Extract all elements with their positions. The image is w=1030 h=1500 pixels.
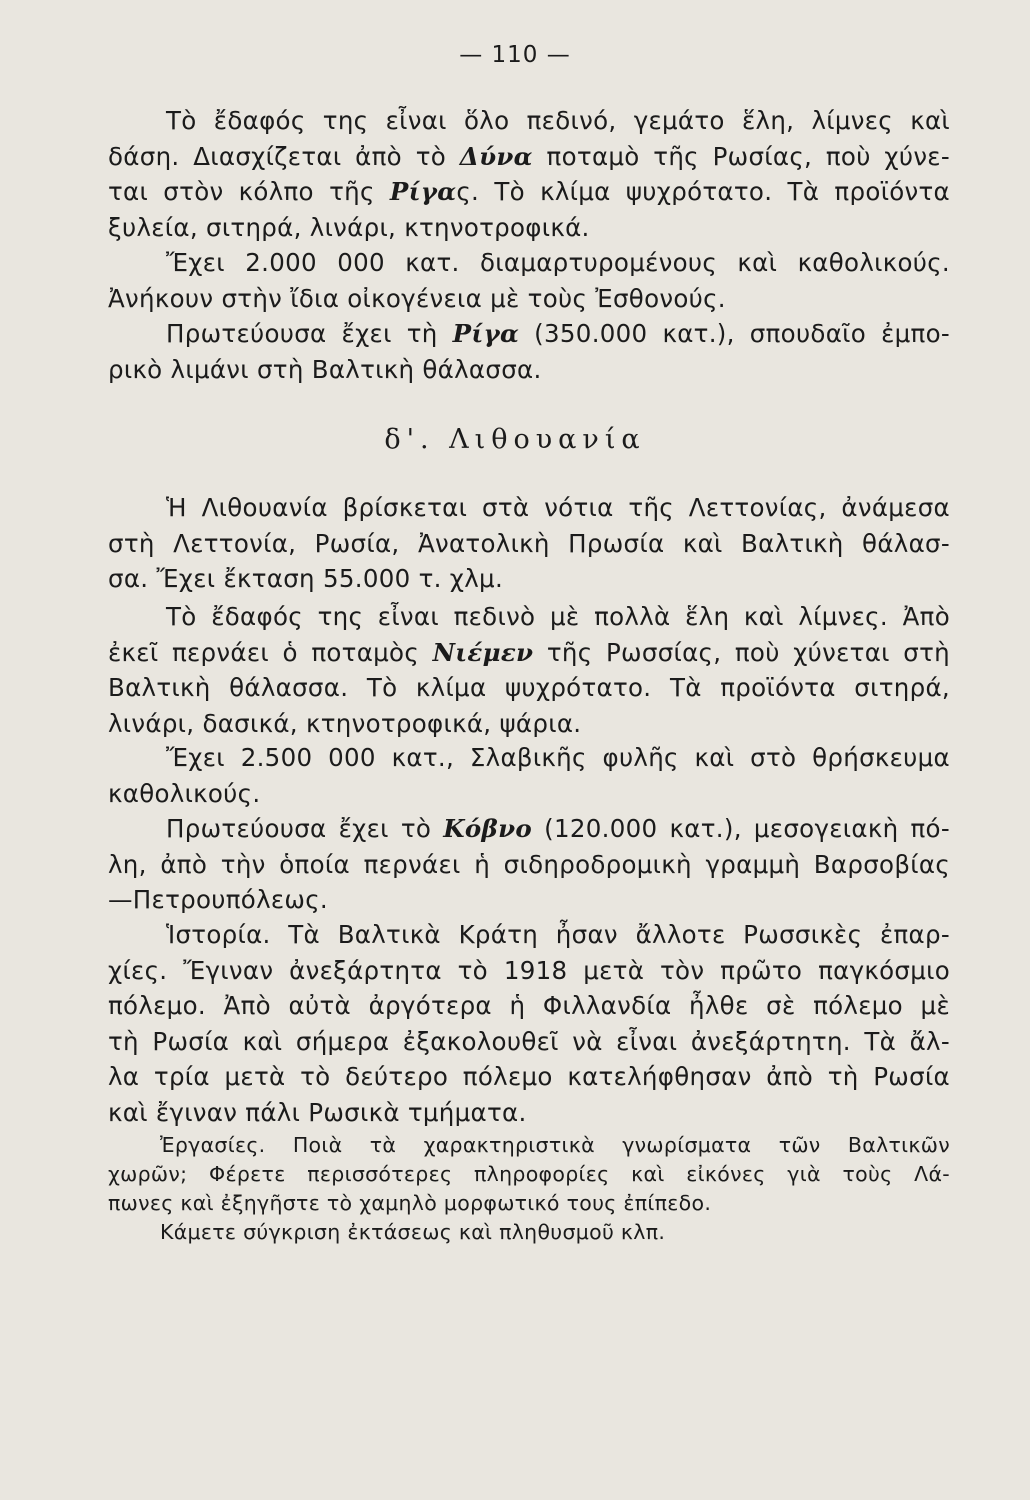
text-line: Ἔχει 2.000 000 κατ. διαμαρτυρομένους καὶ καθολικούς. — [166, 248, 950, 277]
paragraph-capital — [108, 316, 950, 387]
text-line: τὴ Ρωσία καὶ σήμερα ἐξακολουθεῖ νὰ εἶναι ἀνεξάρτητη. Τὰ ἄλ- — [108, 1026, 950, 1056]
text-line: ἐκεῖ περνάει ὁ ποταμὸς Νιέμεν τῆς Ρωσσίας, ποὺ χύνεται στὴ — [108, 637, 950, 667]
section-heading: δ'. Λιθουανία — [384, 424, 646, 455]
paragraph-population-lithuania — [108, 740, 950, 811]
text-line: ται στὸν κόλπο τῆς Ρίγας. Τὸ κλίμα ψυχρότατο. Τὰ προϊόντα — [108, 177, 950, 206]
emphasized-name: Δύνα — [459, 141, 533, 171]
text-line: Πρωτεύουσα ἔχει τὸ Κόβνο (120.000 κατ.), μεσογειακὴ πό- — [166, 814, 950, 843]
text-line: καθολικούς. — [108, 778, 261, 808]
text-line: σα. Ἔχει ἔκταση 55.000 τ. χλμ. — [108, 564, 504, 593]
text-line: λα τρία μετὰ τὸ δεύτερο πόλεμο κατελήφθησαν ἀπὸ τὴ Ρωσία — [108, 1062, 950, 1091]
text-line: Τὸ ἔδαφός της εἶναι πεδινὸ μὲ πολλὰ ἕλη καὶ λίμνες. Ἀπὸ — [166, 602, 950, 631]
text-line: χωρῶν; Φέρετε περισσότερες πληροφορίες καὶ εἰκόνες γιὰ τοὺς Λά- — [108, 1162, 950, 1186]
text-line: πόλεμο. Ἀπὸ αὐτὰ ἀργότερα ἡ Φιλλανδία ἦλθε σὲ πόλεμο μὲ — [108, 991, 950, 1020]
text-line: Τὸ ἔδαφός της εἶναι ὅλο πεδινό, γεμάτο ἕλη, λίμνες καὶ — [166, 106, 950, 135]
text-line: Ἱστορία. Τὰ Βαλτικὰ Κράτη ἦσαν ἄλλοτε Ρωσσικὲς ἐπαρ- — [166, 920, 950, 949]
text-line: λινάρι, δασικά, κτηνοτροφικά, ψάρια. — [108, 708, 582, 738]
emphasized-name: Ρίγα — [452, 319, 520, 348]
text-line: Ἀνήκουν στὴν ἴδια οἰκογένεια μὲ τοὺς Ἐσθονούς. — [108, 283, 726, 313]
emphasized-name: Κόβνο — [443, 814, 533, 843]
paragraph-terrain — [108, 103, 950, 245]
text-line: χίες. Ἔγιναν ἀνεξάρτητα τὸ 1918 μετὰ τὸν πρῶτο παγκόσμιο — [108, 955, 950, 985]
text-line: καὶ ἔγιναν πάλι Ρωσικὰ τμήματα. — [108, 1097, 527, 1127]
paragraph-terrain-lithuania — [108, 599, 950, 741]
emphasized-name: Ρίγα — [389, 177, 457, 206]
text-line: Ἔχει 2.500 000 κατ., Σλαβικῆς φυλῆς καὶ στὸ θρήσκευμα — [166, 743, 950, 772]
text-line: ξυλεία, σιτηρά, λινάρι, κτηνοτροφικά. — [108, 212, 590, 242]
paragraph-capital-lithuania — [108, 811, 950, 918]
text-line: —Πετρουπόλεως. — [108, 885, 328, 914]
text-line: Ἐργασίες. Ποιὰ τὰ χαρακτηριστικὰ γνωρίσματα τῶν Βαλτικῶν — [160, 1133, 950, 1157]
text-line: Ἡ Λιθουανία βρίσκεται στὰ νότια τῆς Λεττονίας, ἀνάμεσα — [166, 493, 950, 522]
emphasized-name: Νιέμεν — [432, 637, 534, 667]
text-line: Πρωτεύουσα ἔχει τὴ Ρίγα (350.000 κατ.), σπουδαῖο ἐμπο- — [166, 319, 950, 348]
paragraph-history — [108, 917, 950, 1130]
page-number: — 110 — — [459, 42, 571, 68]
text-line: πωνες καὶ ἐξηγῆστε τὸ χαμηλὸ μορφωτικό τους ἐπίπεδο. — [108, 1191, 712, 1215]
text-line: ρικὸ λιμάνι στὴ Βαλτικὴ θάλασσα. — [108, 354, 542, 384]
text-line: Κάμετε σύγκριση ἐκτάσεως καὶ πληθυσμοῦ κλπ. — [160, 1220, 666, 1244]
text-line: στὴ Λεττονία, Ρωσία, Ἀνατολικὴ Πρωσία καὶ Βαλτικὴ θάλασ- — [108, 528, 950, 558]
text-line: δάση. Διασχίζεται ἀπὸ τὸ Δύνα ποταμὸ τῆς Ρωσίας, ποὺ χύνε- — [108, 141, 950, 171]
text-line: λη, ἀπὸ τὴν ὁποία περνάει ἡ σιδηροδρομικὴ γραμμὴ Βαρσοβίας — [108, 849, 950, 879]
text-line: Βαλτικὴ θάλασσα. Τὸ κλίμα ψυχρότατο. Τὰ προϊόντα σιτηρά, — [108, 673, 950, 702]
paragraph-population — [108, 245, 950, 316]
exercises-section — [108, 1131, 950, 1247]
paragraph-location — [108, 490, 950, 597]
